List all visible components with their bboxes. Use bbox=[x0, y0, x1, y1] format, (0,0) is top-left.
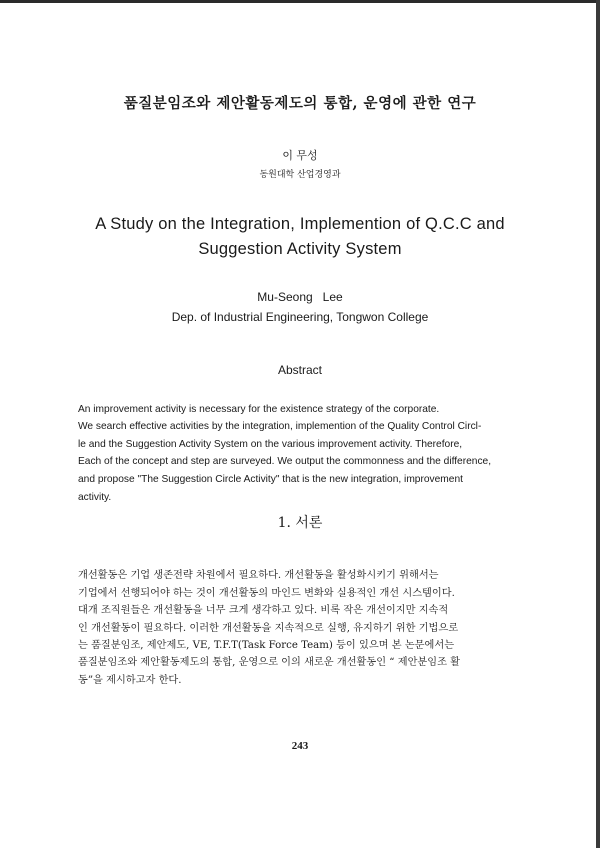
section-line: 인 개선활동이 필요하다. 이러한 개선활동을 지속적으로 실행, 유지하기 위한 기법으로 bbox=[78, 622, 459, 634]
abstract-heading: Abstract bbox=[277, 363, 322, 377]
abstract-line: le and the Suggestion Activity System on the various improvement activity. Therefore, bbox=[78, 438, 463, 450]
english-affiliation: Dep. of Industrial Engineering, Tongwon College bbox=[171, 310, 429, 324]
english-title-line: A Study on the Integration, Implemention of Q.C.C and bbox=[95, 215, 505, 233]
abstract-line: activity. bbox=[78, 491, 112, 503]
section-heading: 1. 서론 bbox=[277, 515, 323, 531]
section-body bbox=[78, 550, 524, 724]
section-line: 동”을 제시하고자 한다. bbox=[78, 674, 182, 686]
page-number: 243 bbox=[291, 740, 309, 752]
section-line: 품질분임조와 제안활동제도의 통합, 운영으로 이의 새로운 개선활동인 “ 제안분임조 활 bbox=[78, 657, 461, 669]
abstract-line: and propose "The Suggestion Circle Activity" that is the new integration, improvement bbox=[78, 473, 463, 485]
abstract-line: We search effective activities by the integration, implemention of the Quality Control Circl- bbox=[78, 421, 482, 433]
korean-title: 품질분임조와 제안활동제도의 통합, 운영에 관한 연구 bbox=[123, 95, 477, 112]
korean-affiliation: 동원대학 산업경영과 bbox=[259, 170, 341, 180]
right-border bbox=[596, 0, 600, 848]
section-line: 기업에서 선행되어야 하는 것이 개선활동의 마인드 변화와 실용적인 개선 시스템이다. bbox=[78, 587, 455, 599]
abstract-line: Each of the concept and step are surveyed. We output the commonness and the difference, bbox=[78, 456, 492, 468]
top-border bbox=[0, 0, 600, 3]
english-title-line: Suggestion Activity System bbox=[198, 240, 402, 258]
english-author: Mu-Seong Lee bbox=[257, 290, 343, 304]
korean-author: 이 무성 bbox=[282, 149, 318, 162]
section-line: 개선활동은 기업 생존전략 차원에서 필요하다. 개선활동을 활성화시키기 위해서는 bbox=[78, 570, 439, 582]
section-line: 는 품질분임조, 제안제도, VE, T.F.T(Task Force Team) 등이 있으며 본 논문에서는 bbox=[78, 640, 455, 652]
section-line: 대개 조직원들은 개선활동을 너무 크게 생각하고 있다. 비록 작은 개선이지만 지속적 bbox=[78, 605, 449, 617]
english-title bbox=[60, 212, 540, 262]
abstract-line: An improvement activity is necessary for the existence strategy of the corporate. bbox=[78, 403, 440, 415]
